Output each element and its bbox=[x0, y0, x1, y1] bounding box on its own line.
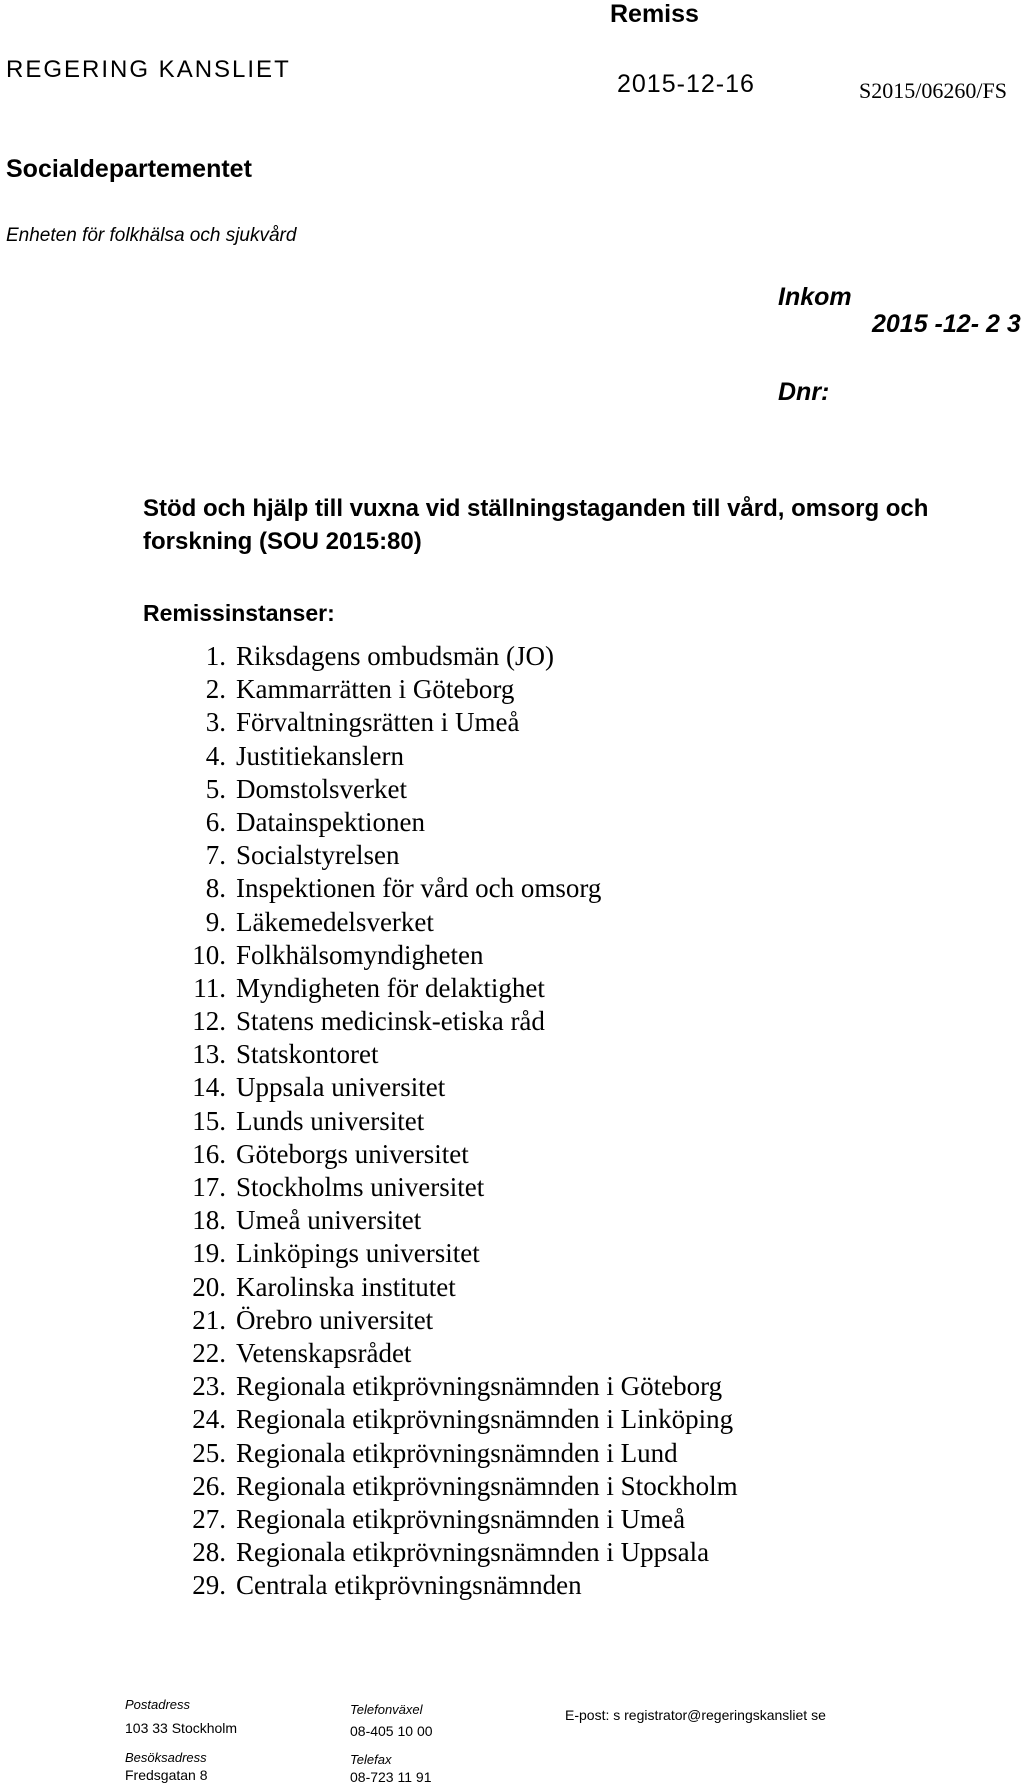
list-item-text: Umeå universitet bbox=[236, 1205, 422, 1236]
list-item-text: Karolinska institutet bbox=[236, 1271, 456, 1302]
document-type: Remiss bbox=[610, 0, 699, 28]
list-item-number: 15. bbox=[192, 1105, 226, 1136]
list-item bbox=[180, 640, 738, 673]
list-item-number: 9. bbox=[205, 906, 226, 937]
footer-besoksadress-label: Besöksadress bbox=[125, 1750, 207, 1765]
footer-telefon-label: Telefonväxel bbox=[350, 1702, 423, 1717]
footer-postadress-label: Postadress bbox=[125, 1697, 191, 1712]
footer-email: E-post: s registrator@regeringskansliet se bbox=[565, 1707, 826, 1723]
list-item bbox=[180, 1237, 738, 1270]
list-item bbox=[180, 1569, 738, 1602]
list-item bbox=[180, 939, 738, 972]
list-item bbox=[180, 740, 738, 773]
list-item bbox=[180, 1171, 738, 1204]
list-item-text: Regionala etikprövningsnämnden i Uppsala bbox=[236, 1537, 710, 1568]
list-item-text: Riksdagens ombudsmän (JO) bbox=[236, 641, 554, 671]
list-item bbox=[180, 1470, 738, 1503]
list-item-text: Regionala etikprövningsnämnden i Lund bbox=[236, 1437, 678, 1468]
list-item bbox=[180, 673, 738, 706]
list-item-number: 18. bbox=[192, 1205, 226, 1236]
list-item bbox=[180, 1105, 738, 1138]
list-item-text: Läkemedelsverket bbox=[236, 906, 434, 937]
list-item-number: 17. bbox=[192, 1172, 226, 1202]
list-item-text: Kammarrätten i Göteborg bbox=[236, 674, 515, 705]
list-item bbox=[180, 1370, 738, 1403]
list-item bbox=[180, 1138, 738, 1171]
list-item bbox=[180, 1204, 738, 1237]
list-heading: Remissinstanser: bbox=[143, 600, 335, 626]
list-item-number: 8. bbox=[205, 873, 226, 904]
list-item-number: 21. bbox=[192, 1304, 226, 1335]
footer-telefax: 08-723 11 91 bbox=[350, 1769, 432, 1785]
list-item bbox=[180, 1071, 738, 1104]
list-item-text: Statskontoret bbox=[236, 1039, 379, 1070]
department-name: Socialdepartementet bbox=[6, 155, 252, 183]
list-item-text: Regionala etikprövningsnämnden i Göteborg bbox=[236, 1371, 723, 1402]
list-item bbox=[180, 972, 738, 1005]
list-item-text: Justitiekanslern bbox=[236, 740, 404, 771]
list-item bbox=[180, 773, 738, 806]
list-item bbox=[180, 1536, 738, 1569]
list-item-text: Vetenskapsrådet bbox=[236, 1337, 412, 1368]
list-item-number: 6. bbox=[205, 806, 226, 837]
list-item-text: Folkhälsomyndigheten bbox=[236, 939, 484, 970]
footer-telefax-label: Telefax bbox=[350, 1752, 392, 1767]
list-item-text: Uppsala universitet bbox=[236, 1072, 446, 1103]
list-item-number: 12. bbox=[192, 1006, 226, 1037]
list-item-number: 10. bbox=[192, 939, 226, 970]
list-item-text: Regionala etikprövningsnämnden i Stockholm bbox=[236, 1470, 738, 1501]
list-item bbox=[180, 1005, 738, 1038]
list-item bbox=[180, 839, 738, 872]
list-item bbox=[180, 1403, 738, 1436]
list-item-number: 23. bbox=[192, 1371, 226, 1402]
list-item-number: 28. bbox=[192, 1537, 226, 1568]
list-item-text: Förvaltningsrätten i Umeå bbox=[236, 707, 520, 738]
list-item bbox=[180, 1271, 738, 1304]
list-item bbox=[180, 1503, 738, 1536]
reference-number: S2015/06260/FS bbox=[859, 78, 1007, 103]
list-item bbox=[180, 1038, 738, 1071]
list-item-text: Göteborgs universitet bbox=[236, 1138, 469, 1169]
list-item-number: 3. bbox=[205, 707, 226, 738]
list-item-number: 25. bbox=[192, 1437, 226, 1468]
list-item-text: Stockholms universitet bbox=[236, 1172, 485, 1202]
list-item bbox=[180, 1337, 738, 1370]
footer-postadress: 103 33 Stockholm bbox=[125, 1720, 238, 1736]
list-item-text: Myndigheten för delaktighet bbox=[236, 972, 545, 1003]
list-item-text: Örebro universitet bbox=[236, 1304, 434, 1335]
list-item bbox=[180, 872, 738, 905]
organization-name: REGERING KANSLIET bbox=[6, 56, 291, 83]
list-item-number: 2. bbox=[205, 674, 226, 705]
unit-name: Enheten för folkhälsa och sjukvård bbox=[6, 225, 297, 246]
received-stamp-label: Inkom bbox=[778, 283, 852, 311]
list-item-number: 24. bbox=[192, 1404, 226, 1435]
list-item bbox=[180, 1304, 738, 1337]
list-item bbox=[180, 706, 738, 739]
list-item-number: 22. bbox=[192, 1337, 226, 1368]
list-item-text: Statens medicinsk-etiska råd bbox=[236, 1006, 545, 1037]
list-item-number: 13. bbox=[192, 1039, 226, 1070]
list-item-number: 14. bbox=[192, 1072, 226, 1103]
footer-telefon: 08-405 10 00 bbox=[350, 1723, 433, 1739]
list-item bbox=[180, 1437, 738, 1470]
remissinstanser-list bbox=[180, 640, 738, 1602]
list-item-text: Datainspektionen bbox=[236, 806, 425, 837]
list-item-number: 27. bbox=[192, 1503, 226, 1534]
list-item-number: 5. bbox=[205, 773, 226, 804]
list-item-number: 16. bbox=[192, 1138, 226, 1169]
document-title: Stöd och hjälp till vuxna vid ställningstaganden till vård, omsorg och forskning (SOU 2015:80) bbox=[143, 495, 929, 555]
list-item-number: 11. bbox=[193, 972, 226, 1003]
list-item-text: Regionala etikprövningsnämnden i Linköping bbox=[236, 1404, 734, 1435]
list-item-number: 7. bbox=[205, 840, 226, 871]
list-item-text: Socialstyrelsen bbox=[236, 840, 400, 871]
list-item-text: Centrala etikprövningsnämnden bbox=[236, 1570, 582, 1601]
list-item bbox=[180, 806, 738, 839]
received-stamp-date: 2015 -12- 2 3 bbox=[872, 310, 1021, 338]
list-item-text: Linköpings universitet bbox=[236, 1238, 480, 1269]
list-item-text: Domstolsverket bbox=[236, 773, 407, 804]
list-item-number: 29. bbox=[192, 1570, 226, 1601]
list-item-number: 4. bbox=[205, 740, 226, 771]
list-item-text: Regionala etikprövningsnämnden i Umeå bbox=[236, 1503, 686, 1534]
dnr-label: Dnr: bbox=[778, 378, 830, 406]
list-item-number: 19. bbox=[192, 1238, 226, 1269]
list-item-text: Inspektionen för vård och omsorg bbox=[236, 873, 602, 904]
document-date: 2015-12-16 bbox=[617, 70, 755, 98]
list-item-number: 1. bbox=[205, 641, 226, 671]
list-item bbox=[180, 906, 738, 939]
footer-besoksadress: Fredsgatan 8 bbox=[125, 1767, 208, 1783]
list-item-number: 26. bbox=[192, 1470, 226, 1501]
list-item-text: Lunds universitet bbox=[236, 1105, 425, 1136]
list-item-number: 20. bbox=[192, 1271, 226, 1302]
